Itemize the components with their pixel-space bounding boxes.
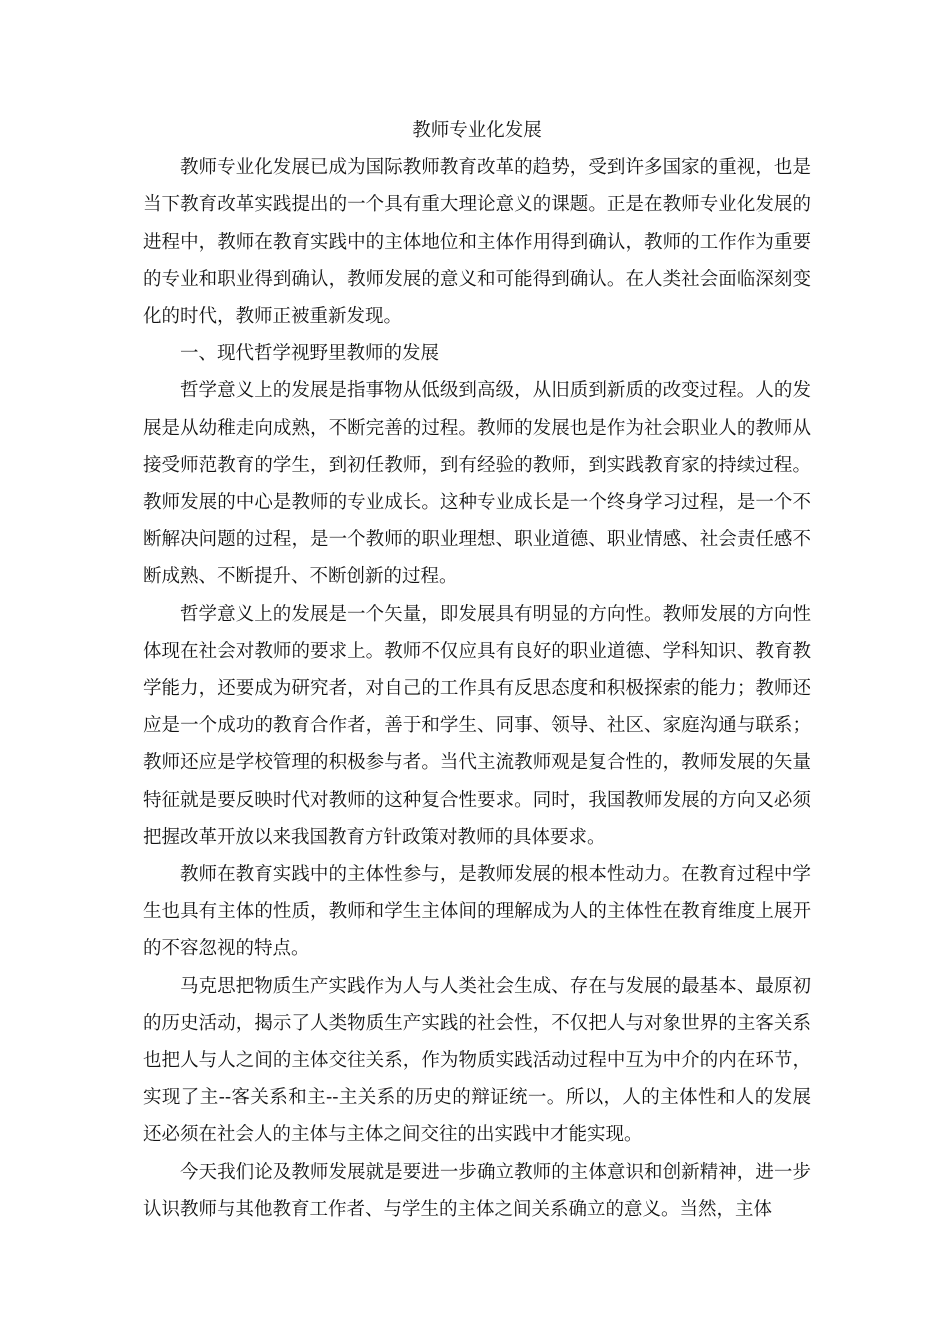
section-heading: 一、现代哲学视野里教师的发展 <box>180 343 440 365</box>
paragraph-today-discussion: 今天我们论及教师发展就是要进一步确立教师的主体意识和创新精神，进一步认识教师与其他教育工作者、与学生的主体之间关系确立的意义。当然，主体 <box>143 1161 811 1220</box>
document-body <box>143 112 811 1228</box>
document-title: 教师专业化发展 <box>412 120 542 141</box>
paragraph-development-direction: 哲学意义上的发展是一个矢量，即发展具有明显的方向性。教师发展的方向性体现在社会对教师的要求上。教师不仅应具有良好的职业道德、学科知识、教育教学能力，还要成为研究者，对自己的工作具有反思态度和积极探索的能力；教师还应是一个成功的教育合作者，善于和学生、同事、领导、社区、家庭沟通与联系；教师还应是学校管理的积极参与者。当代主流教师观是复合性的，教师发展的矢量特征就是要反映时代对教师的这种复合性要求。同时，我国教师发展的方向又必须把握改革开放以来我国教育方针政策对教师的具体要求。 <box>143 603 811 848</box>
paragraph-development-definition: 哲学意义上的发展是指事物从低级到高级，从旧质到新质的改变过程。人的发展是从幼稚走向成熟，不断完善的过程。教师的发展也是作为社会职业人的教师从接受师范教育的学生，到初任教师，到有经验的教师，到实践教育家的持续过程。教师发展的中心是教师的专业成长。这种专业成长是一个终身学习过程，是一个不断解决问题的过程，是一个教师的职业理想、职业道德、职业情感、社会责任感不断成熟、不断提升、不断创新的过程。 <box>143 380 811 588</box>
paragraph-marx-practice: 马克思把物质生产实践作为人与人类社会生成、存在与发展的最基本、最原初的历史活动，揭示了人类物质生产实践的社会性，不仅把人与对象世界的主客关系也把人与人之间的主体交往关系，作为物质实践活动过程中互为中介的内在环节，实现了主--客关系和主--主关系的历史的辩证统一。所以，人的主体性和人的发展还必须在社会人的主体与主体之间交往的出实践中才能实现。 <box>143 975 811 1146</box>
paragraph-subject-participation: 教师在教育实践中的主体性参与，是教师发展的根本性动力。在教育过程中学生也具有主体的性质，教师和学生主体间的理解成为人的主体性在教育维度上展开的不容忽视的特点。 <box>143 864 811 960</box>
paragraph-intro: 教师专业化发展已成为国际教师教育改革的趋势，受到许多国家的重视，也是当下教育改革实践提出的一个具有重大理论意义的课题。正是在教师专业化发展的进程中，教师在教育实践中的主体地位和主体作用得到确认，教师的工作作为重要的专业和职业得到确认，教师发展的意义和可能得到确认。在人类社会面临深刻变化的时代，教师正被重新发现。 <box>143 157 811 328</box>
